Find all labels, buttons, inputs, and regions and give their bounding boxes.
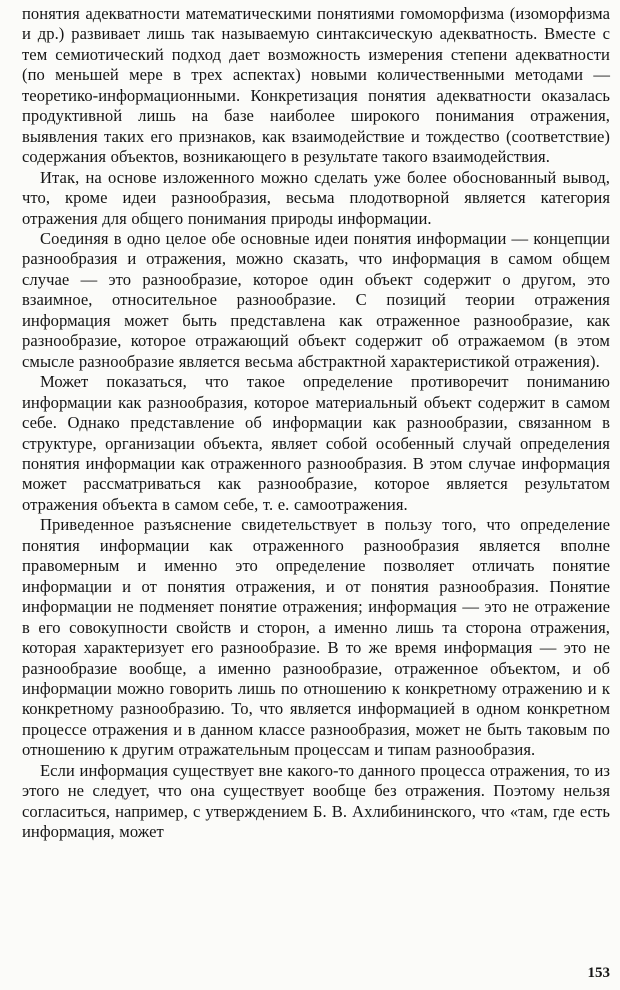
paragraph-4: Может показаться, что такое определение противоречит пониманию информации как разнообразия, которое материальный объект содержит в самом себе. Однако представление об информации как разнообразии, связанном в структуре, организации объекта, являет собой особенный случай определения понятия информации как отраженного разнообразия. В этом случае информация может рассматриваться как разнообразие, которое является результатом отражения объекта в самом себе, т. е. самоотражения. <box>22 372 610 514</box>
page-number: 153 <box>587 965 610 981</box>
paragraph-2: Итак, на основе изложенного можно сделать уже более обоснованный вывод, что, кроме идеи разнообразия, весьма плодотворной является категория отражения для общего понимания природы информации. <box>22 167 610 228</box>
body-text <box>22 4 610 843</box>
paragraph-6: Если информация существует вне какого-то данного процесса отражения, то из этого не следует, что она существует вообще без отражения. Поэтому нельзя согласиться, например, с утверждением Б. В. Ахлибининского, что «там, где есть информация, может <box>22 760 610 842</box>
paragraph-5: Приведенное разъяснение свидетельствует в пользу того, что определение понятия информации как отраженного разнообразия является вполне правомерным и именно это определение позволяет отличать понятие информации и от понятия отражения, и от понятия разнообразия. Понятие информации не подменяет понятие отражения; информация — это не отражение в его совокупности свойств и сторон, а именно лишь та сторона отражения, которая характеризует его разнообразие. В то же время информация — это не разнообразие вообще, а именно разнообразие, отраженное объектом, и об информации можно говорить лишь по отношению к конкретному отражению и к конкретному разнообразию. То, что является информацией в одном конкретном процессе отражения и в данном классе разнообразия, может не быть таковым по отношению к другим отражательным процессам и типам разнообразия. <box>22 515 610 760</box>
paragraph-3: Соединяя в одно целое обе основные идеи понятия информации — концепции разнообразия и отражения, можно сказать, что информация в самом общем случае — это разнообразие, которое один объект содержит о другом, это взаимное, относительное разнообразие. С позиций теории отражения информация может быть представлена как отраженное разнообразие, как разнообразие, которое отражающий объект содержит об отражаемом (в этом смысле разнообразие является весьма абстрактной характеристикой отражения). <box>22 228 610 371</box>
paragraph-1: понятия адекватности математическими понятиями гомоморфизма (изоморфизма и др.) развивает лишь так называемую синтаксическую адекватность. Вместе с тем семиотический подход дает возможность измерения степени адекватности (по меньшей мере в трех аспектах) новыми количественными методами — теоретико-информационными. Конкретизация понятия адекватности оказалась продуктивной лишь на базе наиболее широкого понимания отражения, выявления таких его признаков, как взаимодействие и тождество (соответствие) содержания объектов, возникающего в результате такого взаимодействия. <box>22 4 610 167</box>
